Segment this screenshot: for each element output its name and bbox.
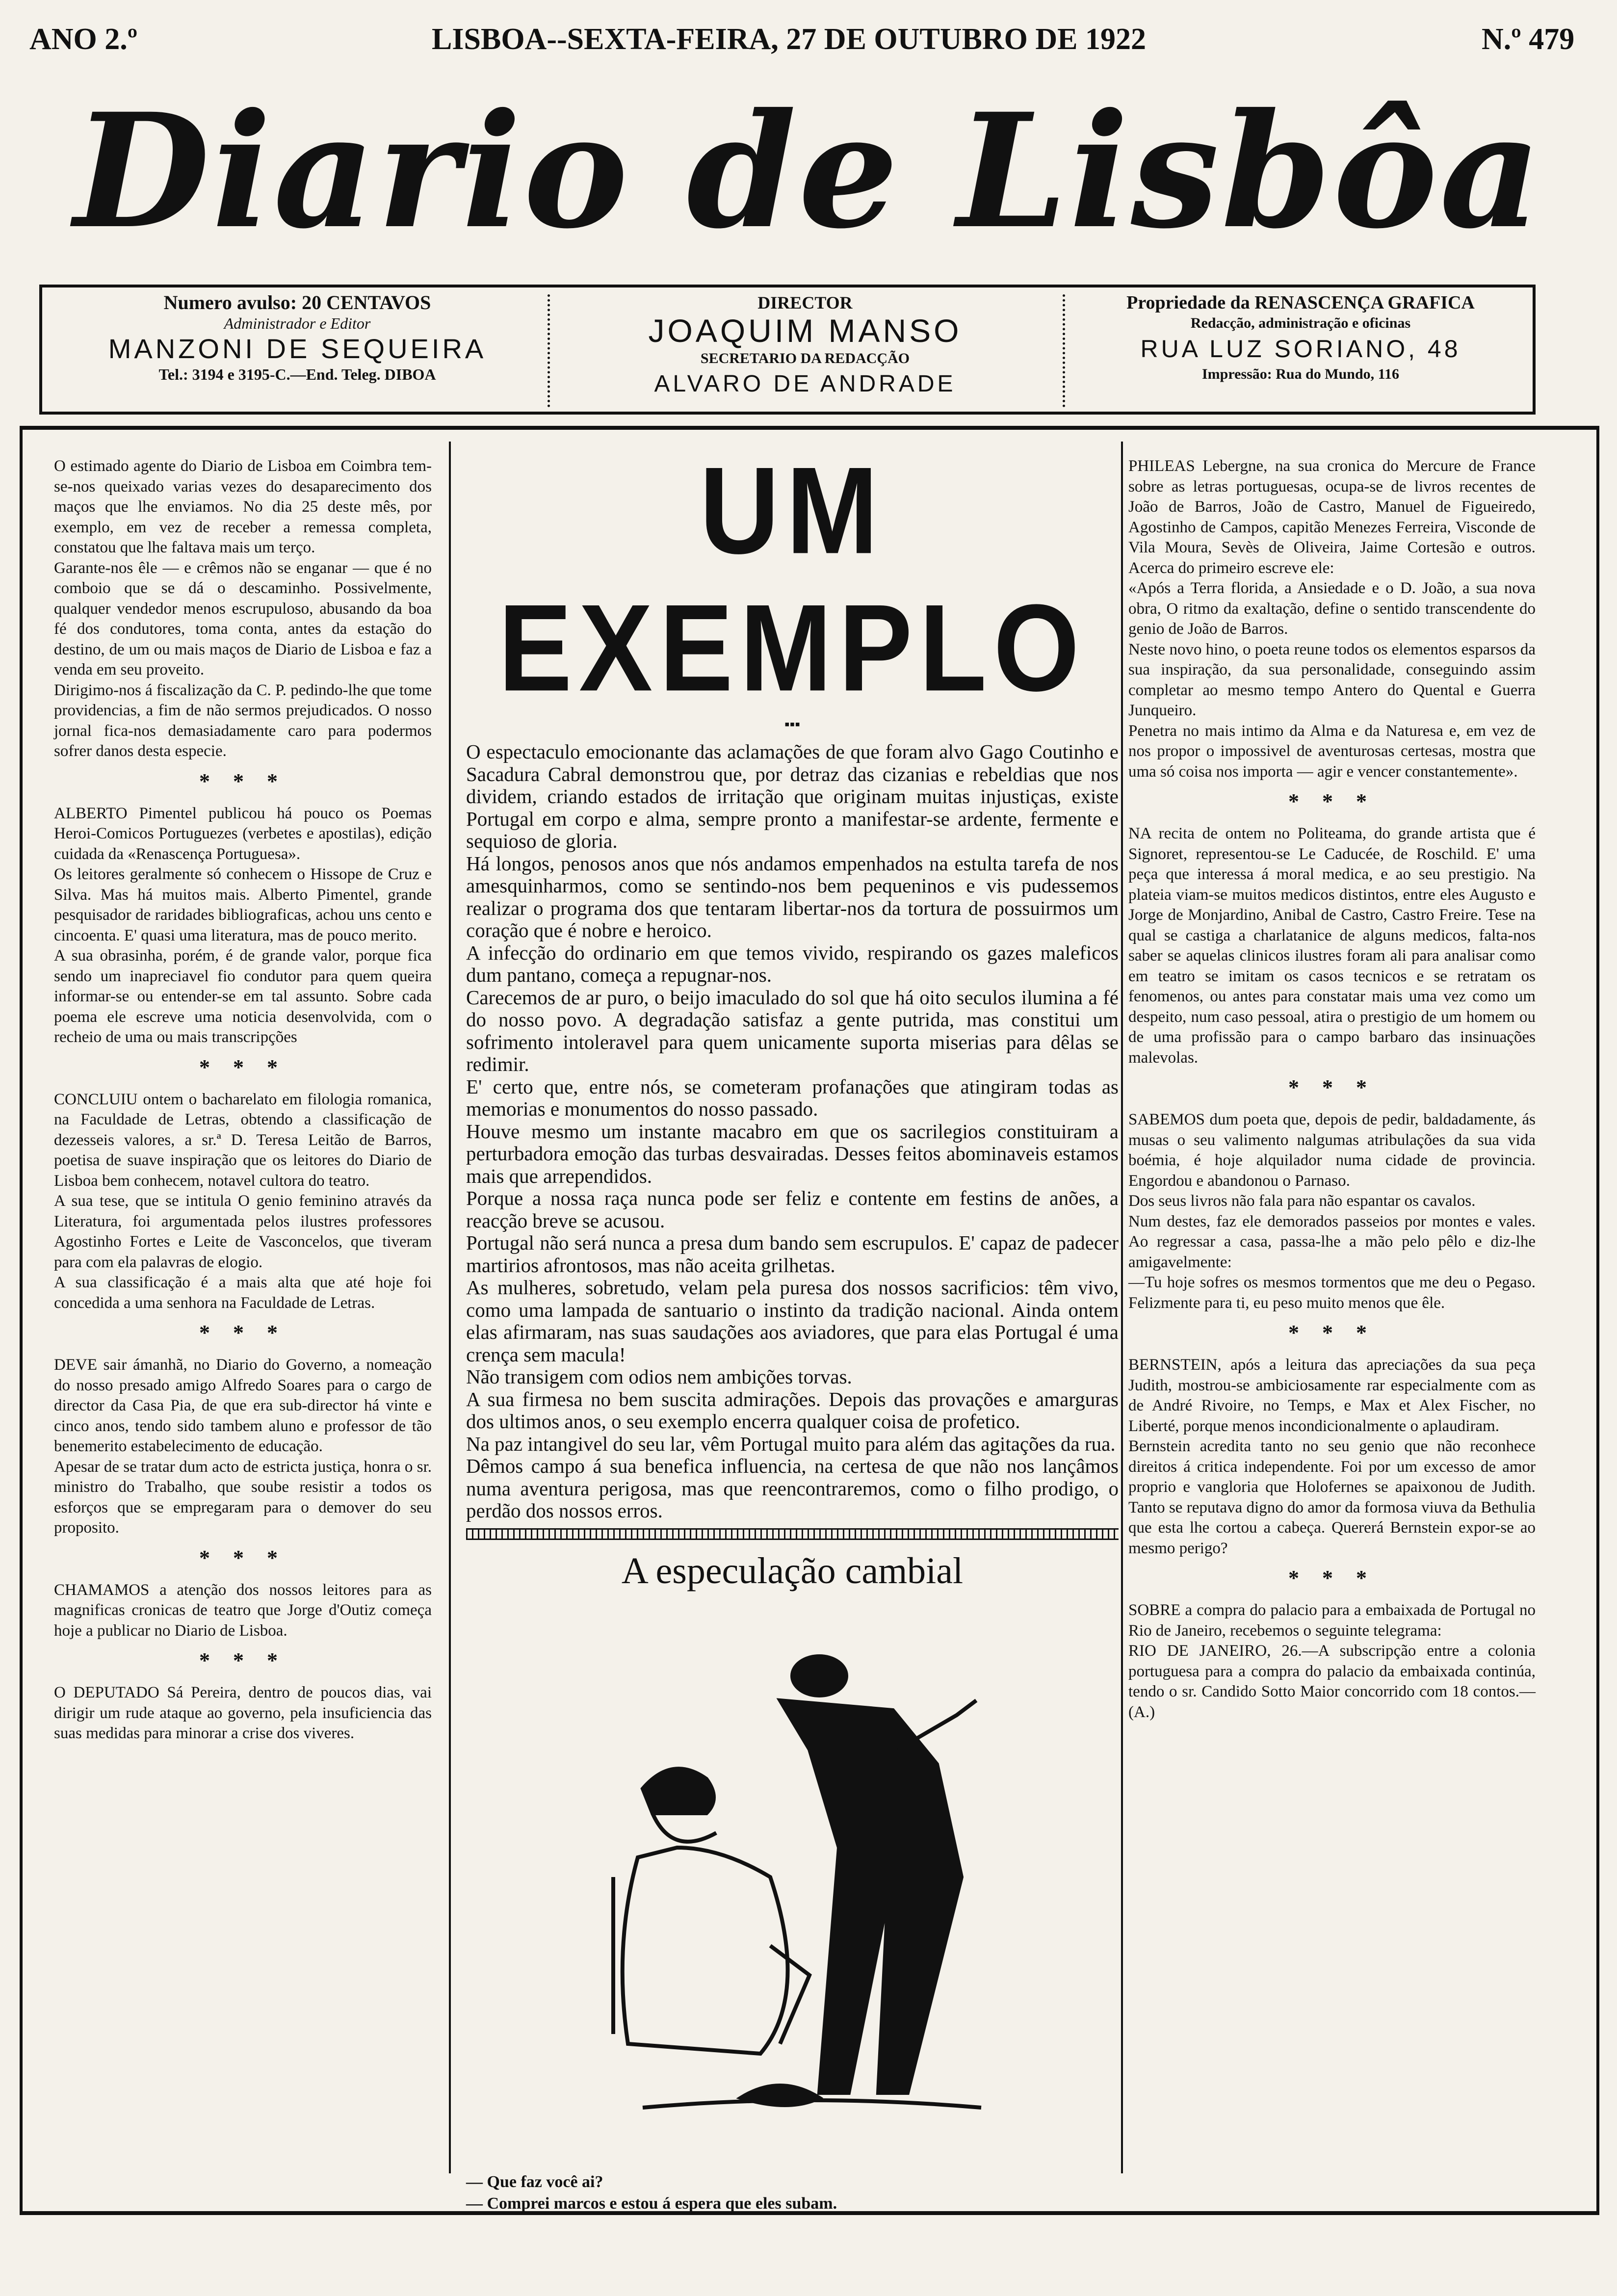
year-label: ANO 2.º — [29, 23, 138, 56]
seated-man-face — [652, 1813, 716, 1842]
admin-name: MANZONI DE SEQUEIRA — [108, 333, 487, 364]
cartoon-title: A especulação cambial — [621, 1550, 964, 1592]
right-column — [1128, 456, 1536, 1729]
cartoon-illustration — [466, 1602, 1119, 2166]
address: RUA LUZ SORIANO, 48 — [1140, 335, 1461, 363]
secretary-name: ALVARO DE ANDRADE — [654, 371, 956, 397]
standing-man-arm — [898, 1700, 976, 1749]
standing-man-coat — [780, 1700, 962, 2093]
lead-article: O espectaculo emocionante das aclamações de que foram alvo Gago Coutinho e Sacadura Cabral demonstrou que, por detraz das cizanias e rebeldias que nos dividem, criando estados de irritação que originam muitas injustiças, existe Portugal em corpo e alma, sempre pronto a manifestar-se ardente, fermente e sequioso de gloria. Há longos, penosos anos que nós andamos empenhados na estulta tarefa de nos amesquinharmos, como se sentindo-nos bem pequeninos e vis pudessemos realizar o programa dos que tentaram libertar-nos da tortura de possuirmos um coração que é nobre e heroico. A infecção do ordinario em que temos vivido, respirando os gazes maleficos dum pantano, começa a repugnar-nos. Carecemos de ar puro, o beijo imaculado do sol que há oito seculos ilumina a fé do nosso povo. A degradação satisfaz a gente putrida, mas constitui um sofrimento intoleravel para quem unicamente suporta miserias para dêlas se redimir. E' certo que, entre nós, se cometeram profanações que atingiram todas as memorias e monumentos do nosso passado. Houve mesmo um instante macabro em que os sacrilegios constituiram a perturbadora emoção das turbas desvairadas. Desses feitos abominaveis estamos mais que arrependidos. Porque a nossa raça nunca pode ser feliz e contente em festins de anões, a reacção breve se acusou. Portugal não será nunca a presa dum bando sem escrupulos. E' capaz de padecer martirios afrontosos, mas não aceita grilhetas. As mulheres, sobretudo, velam pela puresa dos nossos sacrificios: têm vivo, como uma lampada de santuario o instinto da tradição nacional. Ainda ontem elas afirmaram, nas suas saudações aos aviadores, que para elas Portugal é uma crença sem macula! Não transigem com odios nem ambições torvas. A sua firmesa no bem suscita admirações. Depois das provações e amarguras dos ultimos anos, o seu exemplo encerra qualquer coisa de profetico. Na paz intangivel do seu lar, vêm Portugal muito para além das agitações da rua. Dêmos campo á sua benefica influencia, na certesa de que não nos lançâmos numa aventura perigosa, mas que reencontraremos, como o filho prodigo, o perdão dos nossos erros. — [466, 740, 1119, 1522]
price-label: Numero avulso: 20 CENTAVOS — [163, 291, 431, 313]
headline-ornament: ▪▪▪ — [784, 716, 800, 732]
headline: UM EXEMPLO — [498, 441, 1087, 717]
alberto-pimentel-story: ALBERTO Pimentel publicou há pouco os Poemas Heroi-Comicos Portuguezes (verbetes e apostilas), edição cuidada da «Renascença Portuguesa». Os leitores geralmente só conhecem o Hissope de Cruz e Silva. Mas há muitos mais. Alberto Pimentel, grande pesquisador de raridades bibliograficas, achou uns cento e cincoenta. E' quasi uma literatura, mas de pouco merito. A sua obrasinha, porém, é de grande valor, porque fica sendo um inapreciavel fio condutor para quem queira informar-se ou entender-se em tal assunto. Sobre cada poema ele escreve uma noticia desenvolvida, com o recheio de uma ou mais transcripções — [54, 804, 432, 1046]
section-separator: * * * — [199, 1648, 287, 1672]
column-rule — [449, 442, 451, 2173]
section-separator: * * * — [1288, 1321, 1376, 1345]
embassy-story: SOBRE a compra do palacio para a embaixada de Portugal no Rio de Janeiro, recebemos o seguinte telegrama: RIO DE JANEIRO, 26.—A subscripção entre a colonia portuguesa para a compra do palacio da embaixada continúa, tendo o sr. Candido Sotto Maior concorrido com 18 contos.—(A.) — [1128, 1601, 1536, 1721]
section-separator: * * * — [199, 769, 287, 793]
info-separator — [548, 294, 550, 407]
info-separator — [1063, 294, 1065, 407]
dateline: LISBOA--SEXTA-FEIRA, 27 DE OUTUBRO DE 1922 — [432, 23, 1147, 56]
cartoon-caption: — Que faz você ai? — Comprei marcos e estou á espera que eles subam. — [466, 2172, 837, 2213]
owner-info — [1072, 292, 1529, 410]
dateline-bar — [29, 22, 1580, 66]
director-name: JOAQUIM MANSO — [648, 313, 962, 349]
section-separator: * * * — [199, 1321, 287, 1345]
director-label: DIRECTOR — [757, 293, 853, 313]
deputy-story: O DEPUTADO Sá Pereira, dentro de poucos dias, vai dirigir um rude ataque ao governo, pela insuficiencia das suas medidas para minorar a crise dos viveres. — [54, 1684, 432, 1742]
secretary-label: SECRETARIO DA REDACÇÃO — [700, 350, 910, 366]
seated-man-body — [623, 1848, 788, 2054]
column-rule — [1121, 442, 1123, 2173]
director-info — [562, 292, 1048, 410]
center-column — [466, 441, 1119, 2215]
owner-sub: Redacção, administração e oficinas — [1190, 315, 1411, 331]
standing-man-hat — [792, 1656, 846, 1696]
teresa-leitao-story: CONCLUIU ontem o bacharelato em filologia romanica, na Faculdade de Letras, obtendo a classificação de dezesseis valores, a sr.ª D. Teresa Leitão de Barros, poetisa de suave inspiração que os leitores do Diario de Lisboa bem conhecem, notavel cultora do teatro. A sua tese, que se intitula O genio feminino através da Literatura, foi argumentada pelos ilustres professores Agostinho Fortes e Leite de Vasconcelos, que tiveram para com ela palavras de elogio. A sua classificação é a mais alta que até hoje foi concedida a uma senhora na Faculdade de Letras. — [54, 1090, 432, 1312]
left-column — [54, 456, 432, 1751]
publisher-info-box — [39, 285, 1536, 415]
newspaper-title: Diario de Lisbôa — [74, 79, 1543, 263]
section-separator: * * * — [199, 1055, 287, 1079]
section-separator: * * * — [1288, 789, 1376, 813]
poet-story: SABEMOS dum poeta que, depois de pedir, baldadamente, ás musas o seu valimento nalgumas atribulações da sua vida boémia, é hoje alquilador numa cidade de provincia. Engordou e abandonou o Parnaso. Dos seus livros não fala para não espantar os cavalos. Num destes, faz ele demorados passeios por montes e vales. Ao regressar a casa, passa-lhe a mão pelo pêlo e diz-lhe amigavelmente: —Tu hoje sofres os mesmos tormentos que me deu o Pegaso. Felizmente para ti, eu peso muito menos que êle. — [1128, 1111, 1536, 1312]
printing-address: Impressão: Rua do Mundo, 116 — [1201, 366, 1400, 382]
seated-man-helmet — [643, 1769, 714, 1813]
section-separator: * * * — [1288, 1566, 1376, 1590]
coimbra-agent-story: O estimado agente do Diario de Lisboa em Coimbra tem-se-nos queixado varias vezes do desaparecimento dos maços que lhe enviamos. No dia 25 deste mês, por exemplo, em vez de receber a remessa completa, constatou que lhe faltava mais um terço. Garante-nos êle — e crêmos não se enganar — que é no comboio que se dá o descaminho. Possivelmente, qualquer vendedor menos escrupuloso, abusando da boa fé dos condutores, toma conta, antes da estação do destino, de um ou mais maços de Diario de Lisboa e faz a venda em seu proveito. Dirigimo-nos á fiscalização da C. P. pedindo-lhe que tome providencias, a fim de não sermos prejudicados. O nosso jornal fica-nos demasiadamente caro para podermos sofrer danos desta especie. — [54, 457, 432, 760]
theatre-chronicles-story: CHAMAMOS a atenção dos nossos leitores para as magnificas cronicas de teatro que Jorge d'Outiz começa hoje a publicar no Diario de Lisboa. — [54, 1581, 432, 1640]
phone-label: Tel.: 3194 e 3195-C.—End. Teleg. DIBOA — [158, 365, 436, 383]
casa-pia-story: DEVE sair ámanhã, no Diario do Governo, a nomeação do nosso presado amigo Alfredo Soares para o cargo de director da Casa Pia, de que era sub-director há vinte e cinco anos, tendo sido tambem aluno e professor de tão benemerito estabelecimento de educação. Apesar de se tratar dum acto de estricta justiça, honra o sr. ministro do Trabalho, que soube resistir a todos os esforços que se empregaram para o demover do seu proposito. — [54, 1356, 432, 1537]
section-separator: * * * — [1288, 1075, 1376, 1099]
issue-number: N.º 479 — [1482, 23, 1575, 56]
owner-label: Propriedade da RENASCENÇA GRAFICA — [1126, 292, 1475, 313]
bernstein-story: BERNSTEIN, após a leitura das apreciações da sua peça Judith, mostrou-se ambiciosamente rar especialmente com as de André Rivoire, no Temps, e Max et Alex Fischer, no Liberté, porque menos incondicionalmente o aplaudiram. Bernstein acredita tanto no seu genio que não reconhece direitos á critica independente. Foi por um excesso de amor proprio e vangloria que Holofernes se apaixonou de Judith. Tanto se reputava digno do amor da formosa viuva da Bethulia que esta lhe cortou a cabeça. Quererá Bernstein expor-se ao mesmo perigo? — [1128, 1356, 1536, 1557]
politeama-story: NA recita de ontem no Politeama, do grande artista que é Signoret, representou-se Le Caducée, de Roschild. E' uma peça que interessa á moral medica, e ao seu prestigio. Na plateia viam-se muitos medicos distintos, entre eles Augusto e Jorge de Monjardino, Anibal de Castro, Castro Freire. Tese na qual se castiga a charlatanice de alguns medicos, falta-nos saber se aquelas clinicos ilustres foram ali para analisar como em teatro se imitam os casos tecnicos e se retratam os fenomenos, ou antes para constatar mais uma vez como um despeito, num caso pessoal, atira o prestigio de um homem ou de uma profissão para o campo barbaro das insinuações malevolas. — [1128, 825, 1536, 1067]
section-separator: * * * — [199, 1545, 287, 1570]
admin-label: Administrador e Editor — [224, 314, 371, 332]
ground-line — [643, 2100, 981, 2108]
dotted-rule — [466, 1528, 1119, 1540]
phileas-lebergne-story: PHILEAS Lebergne, na sua cronica do Mercure de France sobre as letras portuguesas, ocupa-se de livros recentes de João de Barros, João de Castro, Manuel de Figueiredo, Agostinho de Campos, capitão Menezes Ferreira, Visconde de Vila Moura, Sevès de Oliveira, Jaime Cortesão e outros. Acerca do primeiro escreve ele: «Após a Terra florida, a Ansiedade e o D. João, a sua nova obra, O ritmo da exaltação, define o sentido transcendente do genio de João de Barros. Neste novo hino, o poeta reune todos os elementos esparsos da sua inspiração, da sua personalidade, conseguindo assim completar ao mesmo tempo Antero do Quental e Guerra Junqueiro. Penetra no mais intimo da Alma e da Naturesa e, em vez de nos propor o impossivel de aventurosas certesas, mostra que uma só coisa nos importa — agir e vencer constantemente». — [1128, 457, 1536, 781]
admin-info — [57, 292, 538, 410]
